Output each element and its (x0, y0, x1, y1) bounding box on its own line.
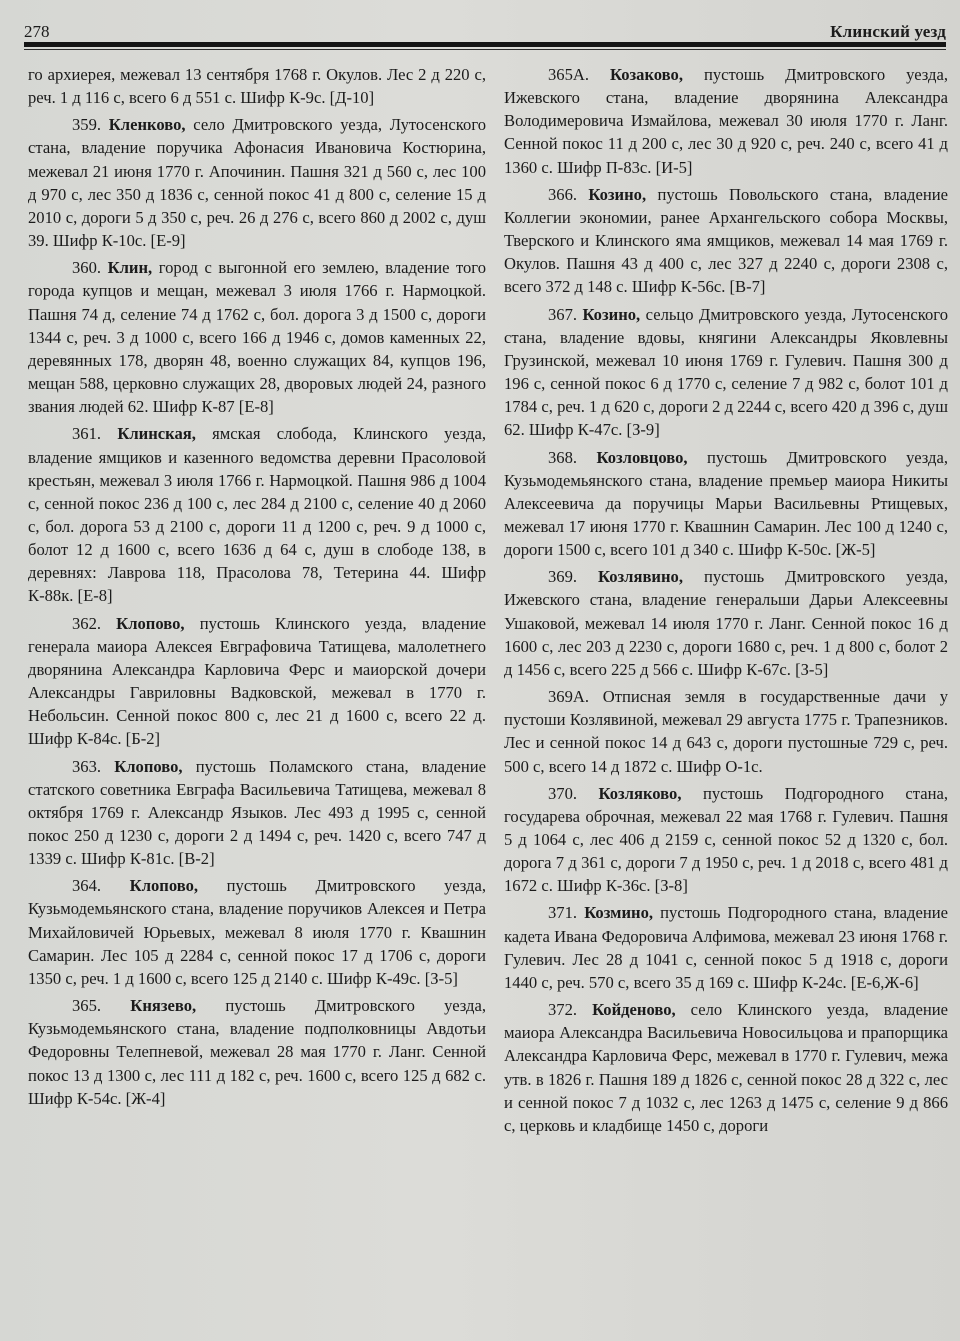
entry-number: 360. (72, 258, 102, 278)
entry-text: Отписная земля в государственные дачи у пустоши Козлявиной, межевал 29 августа 1775 г. Трапезников. Лес и сенной покос 14 д 643 с, дороги пустошные 729 с, реч. 500 с, всего 14 д 1872 с. Шифр О-1с. (504, 687, 948, 776)
entry-name: Клопово, (114, 756, 183, 776)
entry (504, 303, 948, 442)
entry-text: пустошь Дмитровского уезда, Ижевского стана, владение дворянина Александра Володимеровича Измайлова, межевал 30 июля 1770 г. Ланг. Сенной покос 11 д 200 с, лес 30 д 920 с, реч. 240 с, всего 41 д 1360 с. Шифр П-83с. [И-5] (504, 65, 948, 177)
entry-text: пустошь Дмитровского уезда, Ижевского стана, владение генеральши Дарьи Алексеевны Ушаковой, межевал 14 июля 1770 г. Ланг. Сенной покос 16 д 1600 с, лес 203 д 2230 с, дороги 1680 с, реч. 1 д 800 с, болот 2 д 1456 с, всего 225 д 566 с. Шифр К-67с. [З-5] (504, 567, 948, 679)
entry-number: 363. (72, 756, 102, 776)
entry-name: Князево, (130, 996, 197, 1016)
entry (504, 998, 948, 1137)
entry (28, 612, 486, 751)
header-rule-thick (24, 42, 946, 47)
entry-text: пустошь Повольского стана, владение Коллегии экономии, ранее Архангельского собора Москвы, Тверского и Клинского яма ямщиков, межевал 14 мая 1769 г. Окулов. Пашня 43 д 400 с, лес 327 д 2240 с, дороги 2308 с, всего 372 д 148 с. Шифр К-56с. [В-7] (504, 184, 948, 297)
entry (28, 63, 486, 109)
entry-text: сельцо Дмитровского уезда, Лутосенского стана, владение вдовы, княгини Александры Яковлевны Грузинской, межевал 10 июня 1769 г. Гулевич. Пашня 300 д 196 с, сенной покос 6 д 1770 с, селение 7 д 982 с, болот 101 д 1784 с, реч. 1 д 620 с, дороги 2 д 2244 с, всего 420 д 396 с, душ 62. Шифр К-47с. [З-9] (504, 304, 948, 440)
entry-text: пустошь Подгородного стана, владение кадета Ивана Федоровича Алфимова, межевал 23 июня 1768 г. Гулевич. Лес 28 д 1041 с, сенной покос 5 д 1918 с, дороги 1440 с, реч. 570 с, всего 35 д 169 с. Шифр К-24с. [Е-6,Ж-6] (504, 903, 948, 992)
entry (28, 422, 486, 607)
entry (28, 755, 486, 871)
entry (28, 874, 486, 990)
entry-text: го архиерея, межевал 13 сентября 1768 г. Окулов. Лес 2 д 220 с, реч. 1 д 116 с, всего 6 д 551 с. Шифр К-9с. [Д-10] (28, 65, 486, 108)
entry (28, 994, 486, 1110)
entry-name: Клин, (107, 258, 153, 278)
entry (504, 685, 948, 778)
entry-text: пустошь Клинского уезда, владение генерала маиора Алексея Евграфовича Татищева, малолетнего дворянина Александра Карловича Ферс и маиорской дочери Александры Гавриловны Вадковской, межевал в 1770 г. Небольсин. Сенной покос 800 с, лес 21 д 1600 с, всего 22 д. Шифр К-84с. [Б-2] (28, 613, 486, 749)
entry (504, 782, 948, 898)
entry-text: пустошь Дмитровского уезда, Кузьмодемьянского стана, владение поручиков Алексея и Петра Михайловичей Юрьевых, межевал 8 июля 1770 г. Квашнин Самарин. Лес 105 д 2284 с, сенной покос 17 д 1706 с, дороги 1350 с, реч. 1 д 1600 с, всего 125 д 2140 с. Шифр К-49с. [З-5] (28, 876, 486, 988)
entry-number: 364. (72, 876, 102, 896)
entry (504, 901, 948, 994)
page-header (24, 10, 946, 42)
entry-number: 367. (548, 304, 578, 324)
entry-number: 369. (548, 567, 578, 587)
running-title: Клинский уезд (830, 22, 946, 41)
entry-number: 370. (548, 783, 578, 803)
entry-text: село Дмитровского уезда, Лутосенского стана, владение поручика Афонасия Ивановича Костюрина, межевал 21 июня 1770 г. Апочинин. Пашня 321 д 560 с, лес 100 д 970 с, лес 350 д 1836 с, сенной покос 41 д 800 с, селение 15 д 2010 с, дороги 5 д 350 с, реч. 26 д 276 с, всего 860 д 2002 с, душ 39. Шифр К-10с. [Е-9] (28, 115, 486, 251)
entry-name: Клопово, (116, 613, 185, 633)
entry-number: 369А. (548, 687, 590, 707)
entry-number: 361. (72, 424, 102, 444)
entry-name: Козаково, (609, 65, 683, 84)
entry-name: Козловцово, (596, 447, 688, 467)
entry (504, 446, 948, 562)
entry-name: Кленково, (108, 115, 186, 135)
entry-name: Козино, (582, 304, 641, 324)
entry-text: село Клинского уезда, владение маиора Александра Васильевича Новосильцова и прапорщика Александра Карловича Ферс, межевал в 1770 г. Гулевич, межа утв. в 1826 г. Пашня 189 д 1826 с, сенной покос 28 д 322 с, лес и сенной покос 7 д 1032 с, лес 1263 д 1475 с, селение 9 д 866 с, церковь и кладбище 1450 с, дороги (504, 1000, 948, 1135)
entry-text: пустошь Дмитровского уезда, Кузьмодемьянского стана, владение премьер маиора Никиты Алексеевича да поручицы Марьи Васильевны Ртищевых, межевал 17 июня 1770 г. Квашнин Самарин. Лес 100 д 1240 с, дороги 1500 с, всего 101 д 340 с. Шифр К-50с. [Ж-5] (504, 447, 948, 560)
entry (504, 183, 948, 299)
entry-number: 362. (72, 613, 102, 633)
entry-name: Козляково, (598, 783, 682, 803)
page-number: 278 (24, 22, 50, 41)
entry (504, 565, 948, 681)
entry-number: 371. (548, 903, 578, 923)
entry (28, 113, 486, 252)
entry-name: Клопово, (129, 876, 199, 896)
entry-text: пустошь Дмитровского уезда, Кузьмодемьянского стана, владение подполковницы Авдотьи Федоровны Телепневой, межевал 28 мая 1770 г. Ланг. Сенной покос 13 д 1300 с, лес 111 д 182 с, реч. 1600 с, всего 125 д 682 с. Шифр К-54с. [Ж-4] (28, 996, 486, 1108)
entry-text: пустошь Поламского стана, владение статского советника Евграфа Васильевича Татищева, межевал 8 октября 1769 г. Александр Языков. Лес 493 д 1995 с, сенной покос 250 д 1230 с, дороги 2 д 1494 с, реч. 1420 с, всего 747 д 1339 с. Шифр К-81с. [В-2] (28, 756, 486, 869)
right-column (504, 63, 948, 1333)
entry-name: Козино, (588, 184, 647, 204)
entry-text: пустошь Подгородного стана, государева оброчная, межевал 22 мая 1768 г. Гулевич. Пашня 5 д 1064 с, лес 406 д 2159 с, сенной покос 52 д 1320 с, бол. дорога 7 д 361 с, дороги 7 д 1950 с, реч. 1 д 2018 с, всего 481 д 1672 с. Шифр К-36с. [З-8] (504, 783, 948, 896)
entry-number: 372. (548, 1000, 578, 1020)
entry-number: 365. (72, 996, 102, 1016)
entry (504, 63, 948, 179)
entry-name: Козлявино, (598, 567, 683, 587)
entry (28, 256, 486, 418)
left-column (28, 63, 486, 1333)
entry-number: 359. (72, 115, 102, 135)
entry-name: Клинская, (117, 424, 196, 444)
header-rule-thin (24, 49, 946, 50)
entry-text: город с выгонной его землею, владение того города купцов и мещан, межевал 3 июля 1766 г. Нармоцкой. Пашня 74 д, селение 74 д 1762 с, бол. дорога 3 д 1500 с, дороги 1344 с, реч. 3 д 1000 с, всего 166 д 1946 с, домов каменных 22, деревянных 178, дворян 48, военно служащих 84, купцов 196, мещан 588, церковно служащих 28, дворовых людей 24, разного звания людей 62. Шифр К-87 [Е-8] (28, 258, 486, 417)
entry-name: Козмино, (584, 903, 654, 923)
entry-number: 366. (548, 184, 578, 204)
entry-text: ямская слобода, Клинского уезда, владение ямщиков и казенного ведомства деревни Прасоловой крестьян, межевал 3 июля 1766 г. Нармоцкой. Пашня 986 д 1004 с, сенной покос 236 д 100 с, лес 284 д 2100 с, селение 40 д 2060 с, бол. дорога 53 д 2100 с, дороги 11 д 1200 с, реч. 9 д 1000 с, болот 12 д 1600 с, всего 1636 д 64 с, душ в слободе 138, в деревнях: Лаврова 118, Прасолова 78, Тетерина 44. Шифр К-88к. [Е-8] (28, 424, 486, 606)
entry-number: 368. (548, 447, 578, 467)
entry-number: 365А. (548, 65, 590, 84)
entry-name: Койденово, (592, 1000, 676, 1020)
